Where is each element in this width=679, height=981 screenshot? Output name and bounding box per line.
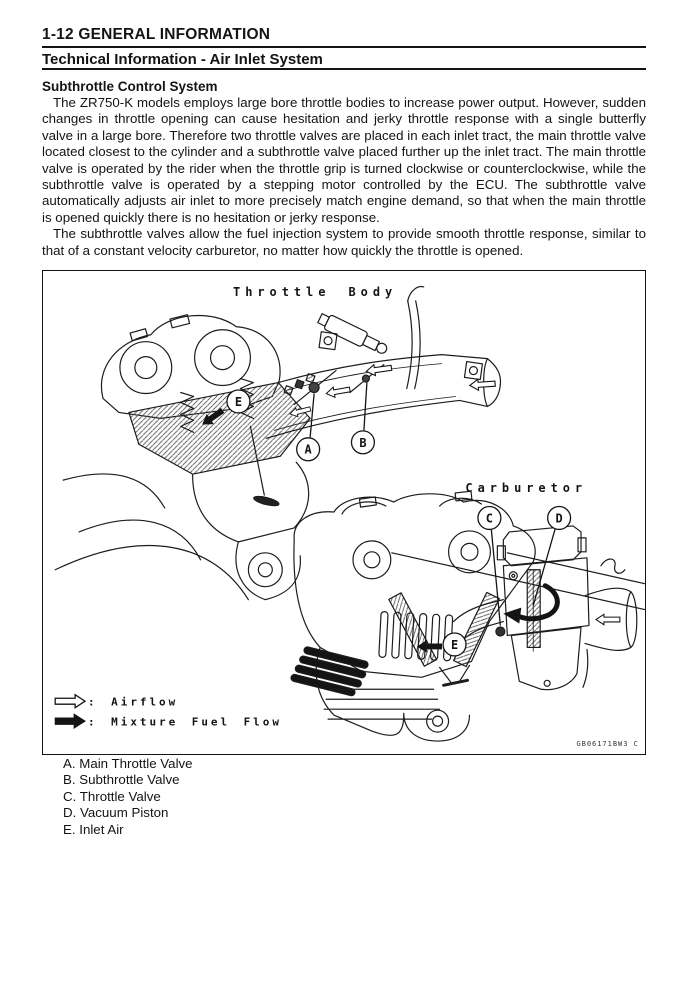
airflow-legend-label: : Airflow <box>88 695 179 709</box>
throttle-body-label: Throttle Body <box>233 284 398 299</box>
key-item-e: E. Inlet Air <box>63 821 124 837</box>
key-item-c: C. Throttle Valve <box>63 788 161 804</box>
key-item-a: A. Main Throttle Valve <box>63 756 193 771</box>
callout-b: B <box>359 435 367 450</box>
header-rule-top <box>42 46 646 48</box>
figure-key-list <box>63 756 193 838</box>
page-title: 1-12 GENERAL INFORMATION <box>42 26 271 43</box>
topic-heading: Subthrottle Control System <box>42 79 218 94</box>
carburetor-label: Carburetor <box>465 481 588 496</box>
header-rule-bottom <box>42 68 646 70</box>
mixture-fuel-flow-legend-icon <box>55 714 85 728</box>
callout-e-top: E <box>234 394 243 409</box>
mixture-fuel-flow-legend-label: : Mixture Fuel Flow <box>88 715 282 729</box>
air-inlet-figure <box>42 270 646 755</box>
callout-d: D <box>555 511 563 526</box>
callout-a: A <box>304 442 312 457</box>
callout-e-bottom: E <box>450 637 459 652</box>
key-item-d: D. Vacuum Piston <box>63 805 169 821</box>
figure-legend <box>55 695 282 729</box>
carburetor-drawing <box>290 491 644 741</box>
key-item-b: B. Subthrottle Valve <box>63 772 180 788</box>
section-title: Technical Information - Air Inlet System <box>42 51 323 68</box>
body-text <box>42 95 646 259</box>
airflow-arrow-horn <box>596 614 620 624</box>
throttle-body-drawing <box>55 284 500 600</box>
figure-code: GB06171BW3 C <box>576 740 639 749</box>
paragraph-2: The subthrottle valves allow the fuel injection system to provide smooth throttle response, similar to that of a constant velocity carburetor, no matter how quickly the throttle is opened. <box>42 226 646 258</box>
callout-c: C <box>485 511 493 526</box>
airflow-legend-icon <box>55 695 85 708</box>
paragraph-1: The ZR750-K models employs large bore throttle bodies to increase power output. However, sudden changes in throttle opening can cause hesitation and jerky throttle response with a single butterfly valve in a large bore. Therefore two throttle valves are placed in each inlet tract, the main throttle valve located closest to the cylinder and a subthrottle valve placed further up the inlet tract. The main throttle valve is operated by the rider when the throttle grip is turned clockwise or counterclockwise, while the subthrottle valve is operated by a stepping motor controlled by the ECU. The subthrottle valve automatically adjusts air inlet to more precisely match engine demand, so that when the main throttle is opened quickly there is no hesitation or jerky response. <box>42 95 646 225</box>
